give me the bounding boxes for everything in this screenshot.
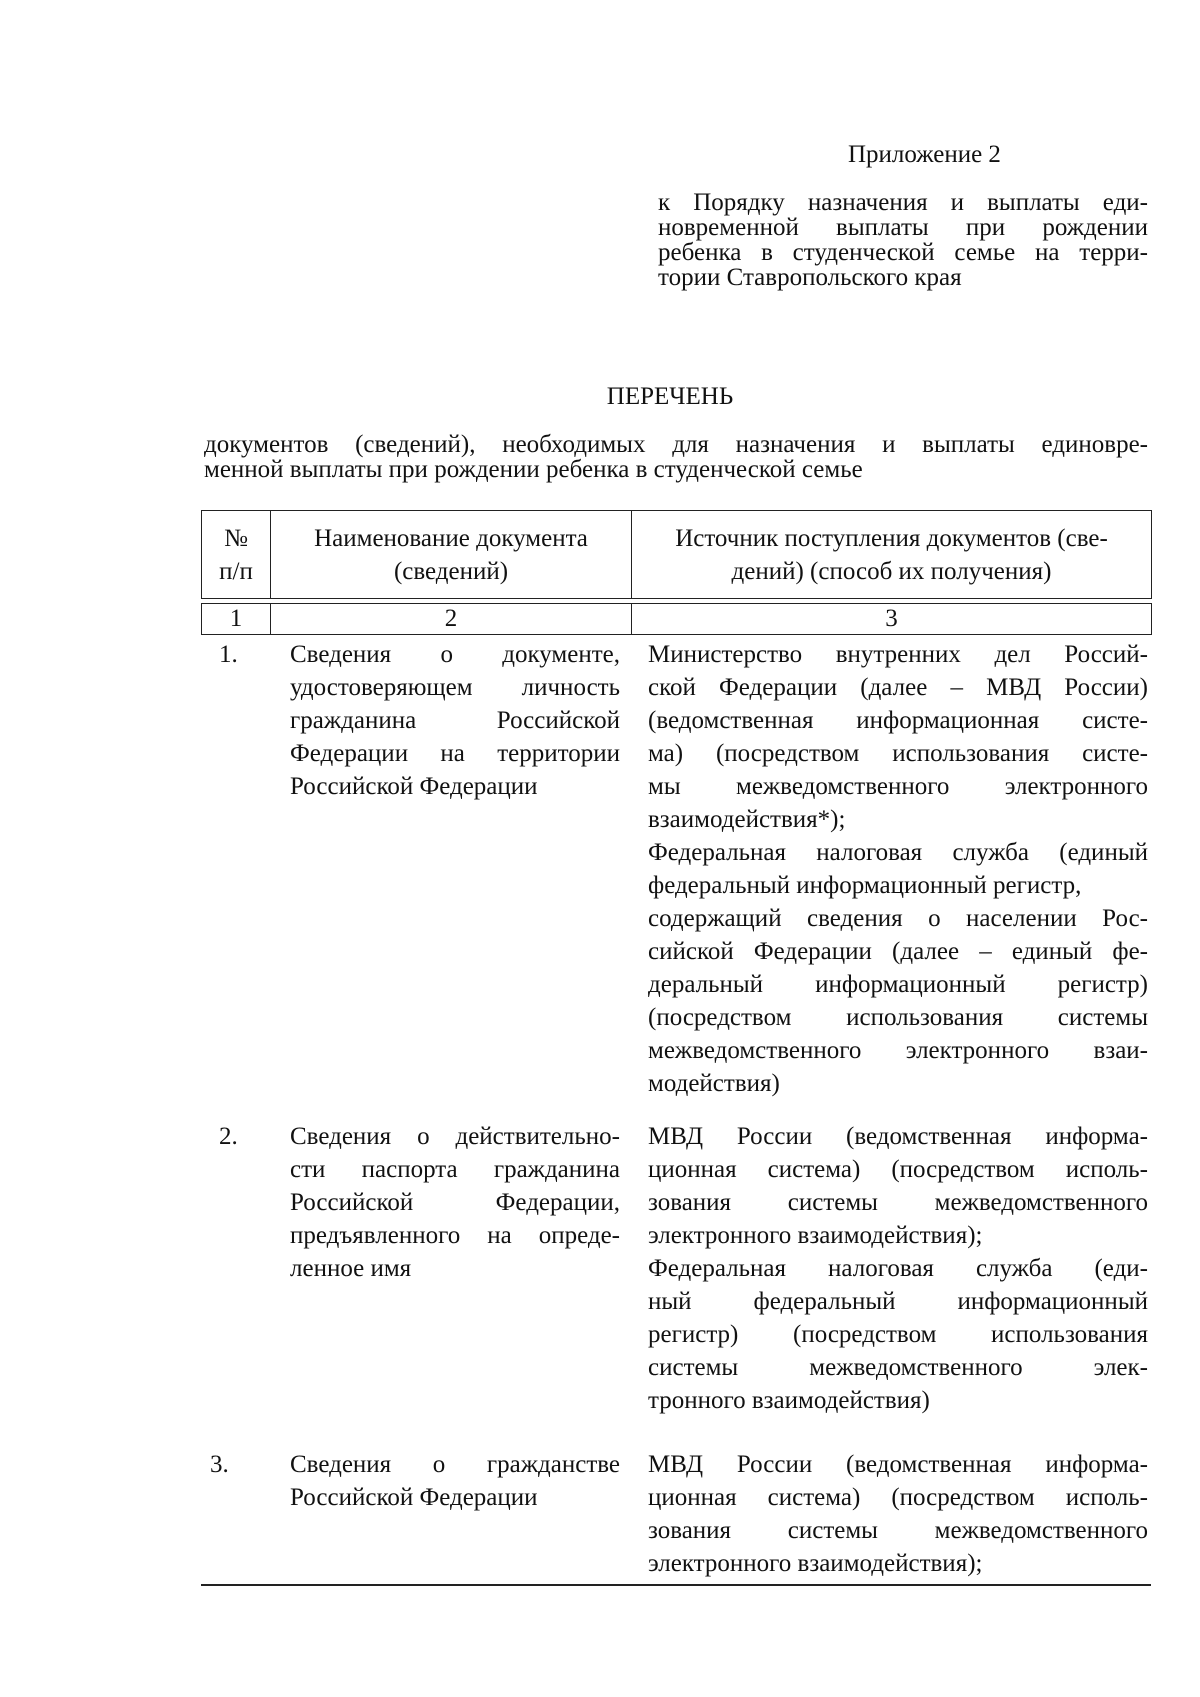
cell-line: МВД России (ведомственная информа-: [648, 1123, 1148, 1150]
cell-line: МВД России (ведомственная информа-: [648, 1451, 1148, 1478]
column-number-row: [202, 604, 1152, 635]
cell-line: ный федеральный информационный: [648, 1288, 1148, 1315]
cell-line: тронного взаимодействия): [648, 1387, 930, 1414]
row-number: 1.: [219, 641, 238, 668]
cell-line: сти паспорта гражданина: [290, 1156, 620, 1183]
source-cell: [648, 1120, 1148, 1417]
cell-line: Федеральная налоговая служба (еди-: [648, 1255, 1148, 1282]
cell-line: Российской Федерации: [290, 773, 538, 800]
cell-line: предъявленного на опреде-: [290, 1222, 620, 1249]
column-header-line: Наименование документа: [314, 524, 588, 552]
column-header-line: дений) (способ их получения): [731, 557, 1052, 585]
source-cell: [648, 638, 1148, 1100]
cell-line: Федеральная налоговая служба (единый: [648, 839, 1148, 866]
cell-line: гражданина Российской: [290, 707, 620, 734]
table-header-row: [202, 511, 1152, 599]
appendix-title: Приложение 2: [848, 141, 1001, 168]
cell-line: Министерство внутренних дел Россий-: [648, 641, 1148, 668]
column-header-line: п/п: [219, 557, 253, 585]
column-header-line: №: [224, 524, 248, 552]
cell-line: зования системы межведомственного: [648, 1189, 1148, 1216]
cell-line: ционная система) (посредством исполь-: [648, 1484, 1148, 1511]
appendix-ref-line: тории Ставропольского края: [658, 264, 962, 291]
cell-line: Российской Федерации,: [290, 1189, 620, 1216]
cell-line: электронного взаимодействия);: [648, 1550, 983, 1577]
cell-line: зования системы межведомственного: [648, 1517, 1148, 1544]
column-number: 1: [202, 604, 271, 635]
document-subtitle: [204, 432, 1148, 482]
cell-line: (ведомственная информационная систе-: [648, 707, 1148, 734]
document-name-cell: [290, 638, 620, 803]
document-name-cell: [290, 1120, 620, 1285]
row-number: 3.: [210, 1451, 229, 1478]
source-cell: [648, 1448, 1148, 1580]
cell-line: удостоверяющем личность: [290, 674, 620, 701]
cell-line: Российской Федерации: [290, 1484, 538, 1511]
row-number: 2.: [219, 1123, 238, 1150]
cell-line: федеральный информационный регистр,: [648, 872, 1082, 899]
document-subtitle-line: документов (сведений), необходимых для назначения и выплаты единовре-: [204, 431, 1148, 458]
cell-line: Сведения о гражданстве: [290, 1451, 620, 1478]
table-header: [201, 510, 1152, 635]
appendix-ref-line: к Порядку назначения и выплаты еди-: [658, 189, 1148, 216]
document-name-cell: [290, 1448, 620, 1514]
appendix-ref-line: ребенка в студенческой семье на терри-: [658, 239, 1148, 266]
document-title: ПЕРЕЧЕНЬ: [606, 383, 734, 410]
cell-line: регистр) (посредством использования: [648, 1321, 1148, 1348]
column-header-document-name: [271, 511, 632, 599]
column-header-number: [202, 511, 271, 599]
cell-line: модействия): [648, 1070, 780, 1097]
column-header-line: (сведений): [393, 557, 509, 585]
cell-line: электронного взаимодействия);: [648, 1222, 983, 1249]
column-header-source: [632, 511, 1152, 599]
cell-line: Сведения о документе,: [290, 641, 620, 668]
table-bottom-rule: [201, 1584, 1151, 1586]
cell-line: Сведения о действительно-: [290, 1123, 620, 1150]
column-header-line: Источник поступления документов (све-: [675, 524, 1108, 552]
cell-line: (посредством использования системы: [648, 1004, 1148, 1031]
appendix-ref-line: новременной выплаты при рождении: [658, 214, 1148, 241]
cell-line: содержащий сведения о населении Рос-: [648, 905, 1148, 932]
cell-line: мы межведомственного электронного: [648, 773, 1148, 800]
appendix-reference: [658, 190, 1148, 290]
cell-line: сийской Федерации (далее – единый фе-: [648, 938, 1148, 965]
column-number: 3: [632, 604, 1152, 635]
cell-line: взаимодействия*);: [648, 806, 846, 833]
cell-line: системы межведомственного элек-: [648, 1354, 1148, 1381]
cell-line: ленное имя: [290, 1255, 412, 1282]
cell-line: межведомственного электронного взаи-: [648, 1037, 1148, 1064]
document-subtitle-line: менной выплаты при рождении ребенка в студенческой семье: [204, 456, 863, 483]
cell-line: ской Федерации (далее – МВД России): [648, 674, 1148, 701]
cell-line: деральный информационный регистр): [648, 971, 1148, 998]
cell-line: ма) (посредством использования систе-: [648, 740, 1148, 767]
cell-line: Федерации на территории: [290, 740, 620, 767]
cell-line: ционная система) (посредством исполь-: [648, 1156, 1148, 1183]
column-number: 2: [271, 604, 632, 635]
